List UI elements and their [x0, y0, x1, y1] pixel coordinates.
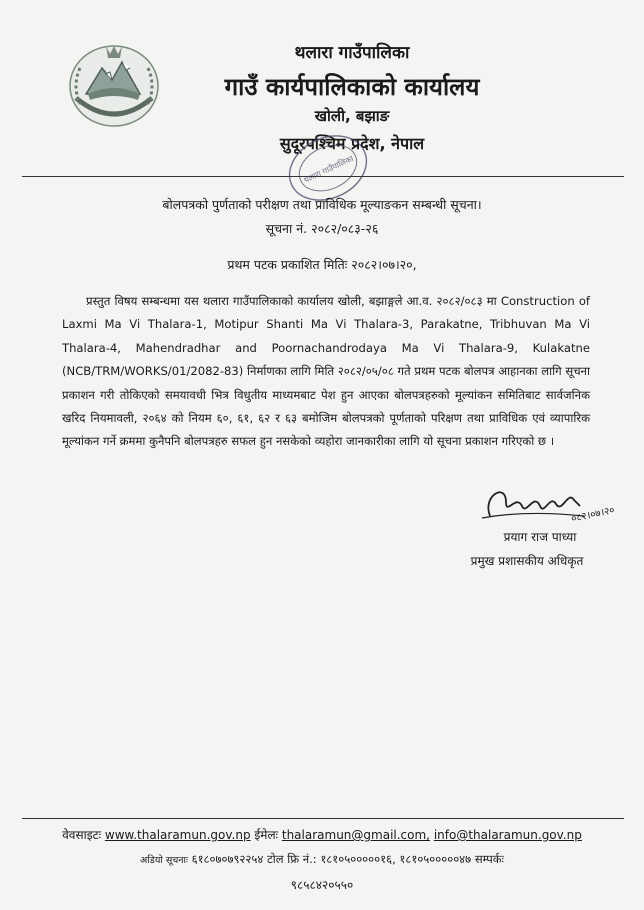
- footer-contact-line: [0, 826, 644, 843]
- footer-phone-line: [0, 852, 644, 867]
- tollfree-numbers: १८१०५०००००१६, १८१०५०००००४७: [320, 852, 472, 866]
- contact-label: सम्पर्कः: [474, 852, 504, 866]
- notice-subject: बोलपत्रको पुर्णताको परीक्षण तथा प्राविधिक मूल्याङकन सम्बन्धी सूचना।: [162, 197, 482, 212]
- audio-label: अडियो सूचनाः: [140, 855, 188, 866]
- signatory-title: प्रमुख प्रशासकीय अधिकृत: [470, 554, 584, 568]
- signature-date: ०८२।०७।२०: [570, 505, 616, 525]
- footer-divider: [22, 818, 624, 819]
- signature-scribble: [476, 476, 616, 532]
- office-location: खोली, बझाङ: [314, 107, 390, 125]
- email-link-1[interactable]: thalaramun@gmail.com,: [281, 828, 430, 842]
- province-name: सुदूरपश्चिम प्रदेश, नेपाल: [279, 134, 425, 153]
- municipality-name: थलारा गाउँपालिका: [294, 43, 410, 63]
- header-divider: [22, 176, 624, 177]
- signatory-name: प्रयाग राज पाध्या: [503, 530, 577, 544]
- tollfree-label: टोल फ्रि नं.:: [267, 852, 317, 866]
- seal-text: थलारा गाउँपालिका: [302, 153, 355, 185]
- website-label: वेवसाइटः: [62, 828, 102, 842]
- email-link-2[interactable]: info@thalaramun.gov.np: [433, 828, 582, 842]
- website-link[interactable]: www.thalaramun.gov.np: [104, 828, 251, 842]
- published-date: प्रथम पटक प्रकाशित मितिः २०८२।०७।२०,: [227, 257, 417, 272]
- email-label: ईमेलः: [254, 828, 279, 842]
- office-name: गाउँ कार्यपालिकाको कार्यालय: [224, 73, 480, 101]
- notice-body: प्रस्तुत विषय सम्बन्धमा यस थलारा गाउँपालिकाको कार्यालय खोली, बझाङ्गले आ.व. २०८२/०८३ मा Construction of Laxmi Ma Vi Thalara-1, Motipur Shanti Ma Vi Thalara-3, Parakatne, Tribhuvan Ma Vi Thalara-4, Mahendradhar and Poornachandrodaya Ma Vi Thalara-9, Kulakatne (NCB/TRM/WORKS/01/2082-83) निर्माणका लागि मिति २०८२/०५/०८ गते प्रथम पटक बोलपत्र आहानका लागि सूचना प्रकाशन गरी तोकिएको समयावधी भित्र विधुतीय माध्यमबाट पेश हुन आएका बोलपत्रहरुको मूल्यांकन समितिबाट सार्वजनिक खरिद नियमावली, २०६४ को नियम ६०, ६१, ६२ र ६३ बमोजिम बोलपत्रको पूर्णताको परिक्षण तथा प्राविधिक एवं व्यापारिक मूल्यांकन गर्ने क्रममा कुनैपनि बोलपत्रहरु सफल हुन नसकेको व्यहोरा जानकारीका लागि यो सूचना प्रकाशन गरिएको छ ।: [62, 294, 590, 449]
- notice-number: सूचना नं. २०८२/०८३-२६: [265, 221, 379, 236]
- audio-number: ६१८०७०७९२२५४: [191, 852, 264, 866]
- contact-number: ९८५८४२०५५०: [290, 878, 354, 892]
